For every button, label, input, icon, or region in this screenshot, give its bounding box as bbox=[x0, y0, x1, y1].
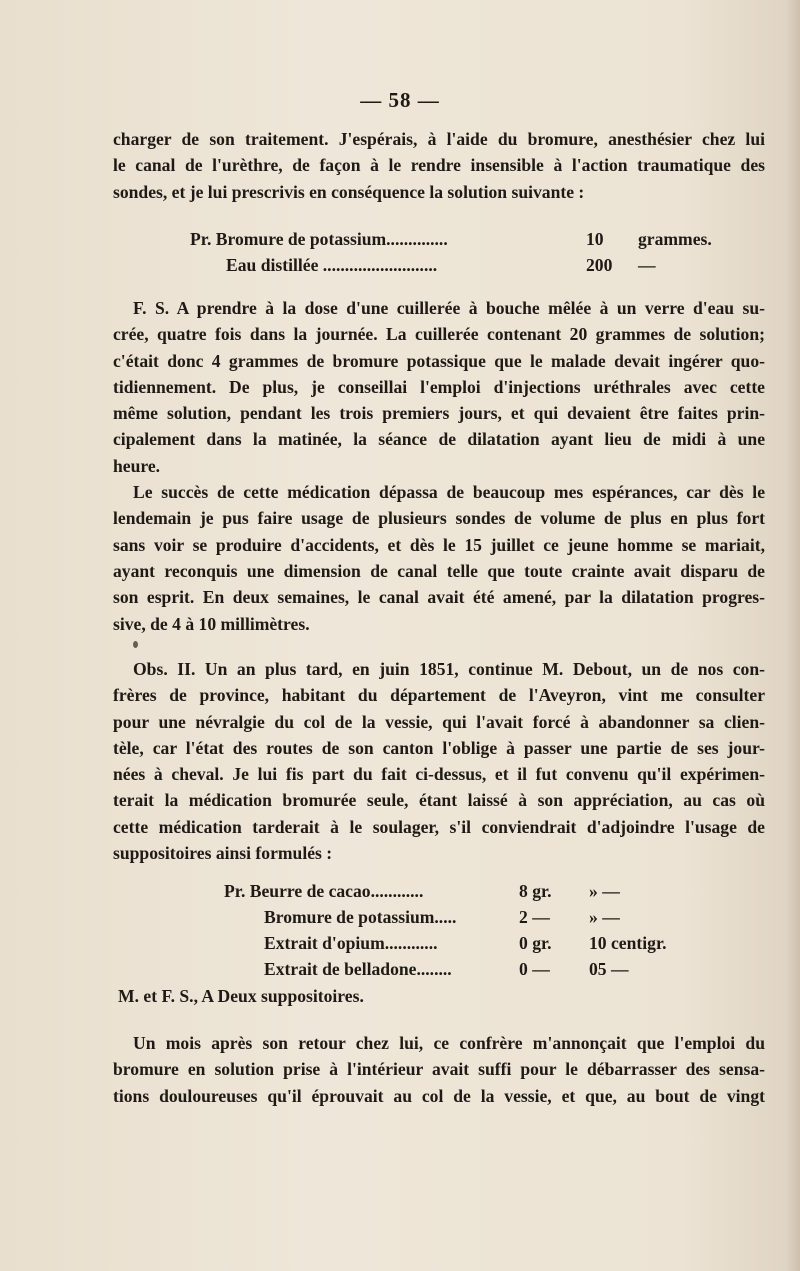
ingredient-quantity: 8 gr. bbox=[519, 881, 552, 901]
text-line: sans voir se produire d'accidents, et dès le 15 juillet ce jeune homme se mariait, bbox=[113, 534, 765, 555]
ingredient-quantity: 0 gr. bbox=[519, 933, 552, 953]
text-line: crée, quatre fois dans la journée. La cuillerée contenant 20 grammes de solution; bbox=[113, 324, 765, 345]
paragraph-4 bbox=[113, 1030, 765, 1109]
formula-row bbox=[224, 930, 667, 956]
ingredient-unit: grammes. bbox=[638, 229, 712, 249]
formula-row bbox=[190, 226, 712, 252]
text-line: ayant reconquis une dimension de canal telle que toute crainte avait disparu de bbox=[113, 560, 765, 581]
text-line: F. S. A prendre à la dose d'une cuillerée à bouche mêlée à un verre d'eau su- bbox=[133, 298, 765, 318]
ingredient-name: Bromure de potassium..... bbox=[264, 907, 457, 927]
ingredient-unit: — bbox=[638, 255, 656, 275]
text-line: c'était donc 4 grammes de bromure potassique que le malade devait ingérer quo- bbox=[113, 350, 765, 371]
ingredient-unit: 10 centigr. bbox=[589, 933, 667, 953]
page-edge-shadow bbox=[786, 0, 800, 1271]
text-line: nées à cheval. Je lui fis part du fait ci-dessus, et il fut convenu qu'il expérimen- bbox=[113, 764, 765, 785]
text-line: tidiennement. De plus, je conseillai l'emploi d'injections uréthrales avec cette bbox=[113, 376, 765, 397]
formula-row bbox=[190, 252, 712, 278]
ingredient-name: Eau distillée .......................... bbox=[226, 255, 438, 275]
text-line: heure. bbox=[113, 455, 161, 476]
paragraph-3 bbox=[113, 656, 765, 866]
ingredient-unit: » — bbox=[589, 881, 620, 901]
text-line: Un mois après son retour chez lui, ce confrère m'annonçait que l'emploi du bbox=[133, 1033, 765, 1053]
text-line: suppositoires ainsi formulés : bbox=[113, 843, 333, 864]
page-number: — 58 — bbox=[360, 88, 440, 112]
text-line: lendemain je pus faire usage de plusieurs sondes de volume de plus en plus fort bbox=[113, 508, 765, 529]
text-line: tions douloureuses qu'il éprouvait au col de la vessie, et que, au bout de vingt bbox=[113, 1085, 765, 1106]
text-line: cette médication tarderait à le soulager, s'il conviendrait d'adjoindre l'usage de bbox=[113, 816, 765, 837]
ink-blot bbox=[133, 641, 138, 648]
ingredient-quantity: 2 — bbox=[519, 907, 550, 927]
prescription-formula-2 bbox=[224, 878, 667, 982]
formula-closing: M. et F. S., A Deux suppositoires. bbox=[118, 986, 364, 1006]
formula-row bbox=[224, 904, 667, 930]
text-line: bromure en solution prise à l'intérieur avait suffi pour le débarrasser des sensa- bbox=[113, 1059, 765, 1080]
ingredient-name: Extrait d'opium............ bbox=[264, 933, 438, 953]
text-line: le canal de l'urèthre, de façon à le rendre insensible à l'action traumatique des bbox=[113, 155, 765, 176]
text-line: son esprit. En deux semaines, le canal avait été amené, par la dilatation progres- bbox=[113, 587, 765, 608]
ingredient-quantity: 10 bbox=[586, 229, 604, 249]
formula-row bbox=[224, 956, 667, 982]
prescription-formula-1 bbox=[190, 226, 712, 278]
paragraph-1 bbox=[113, 126, 765, 205]
paragraph-2 bbox=[113, 295, 765, 637]
formula-row bbox=[224, 878, 667, 904]
text-line: frères de province, habitant du département de l'Aveyron, vint me consulter bbox=[113, 685, 765, 706]
text-line: charger de son traitement. J'espérais, à l'aide du bromure, anesthésier chez lui bbox=[113, 129, 765, 149]
ingredient-quantity: 200 bbox=[586, 255, 613, 275]
text-line: terait la médication bromurée seule, étant laissé à son appréciation, au cas où bbox=[113, 790, 765, 811]
ingredient-name: Extrait de belladone........ bbox=[264, 959, 452, 979]
text-line: tèle, car l'état des routes de son canton l'oblige à passer une partie de ses jour- bbox=[113, 737, 765, 758]
ingredient-unit: 05 — bbox=[589, 959, 629, 979]
ingredient-name: Pr. Beurre de cacao............ bbox=[224, 881, 424, 901]
text-line: sondes, et je lui prescrivis en conséquence la solution suivante : bbox=[113, 181, 585, 202]
text-line: cipalement dans la matinée, la séance de dilatation ayant lieu de midi à une bbox=[113, 429, 765, 450]
text-line: pour une névralgie du col de la vessie, qui l'avait forcé à abandonner sa clien- bbox=[113, 711, 765, 732]
text-line: Obs. II. Un an plus tard, en juin 1851, continue M. Debout, un de nos con- bbox=[133, 659, 765, 679]
ingredient-quantity: 0 — bbox=[519, 959, 550, 979]
ingredient-name: Pr. Bromure de potassium.............. bbox=[190, 229, 448, 249]
ingredient-unit: » — bbox=[589, 907, 620, 927]
text-line: sive, de 4 à 10 millimètres. bbox=[113, 613, 310, 634]
text-line: même solution, pendant les trois premiers jours, et qui devaient être faites prin- bbox=[113, 403, 765, 424]
text-line: Le succès de cette médication dépassa de beaucoup mes espérances, car dès le bbox=[133, 482, 765, 503]
